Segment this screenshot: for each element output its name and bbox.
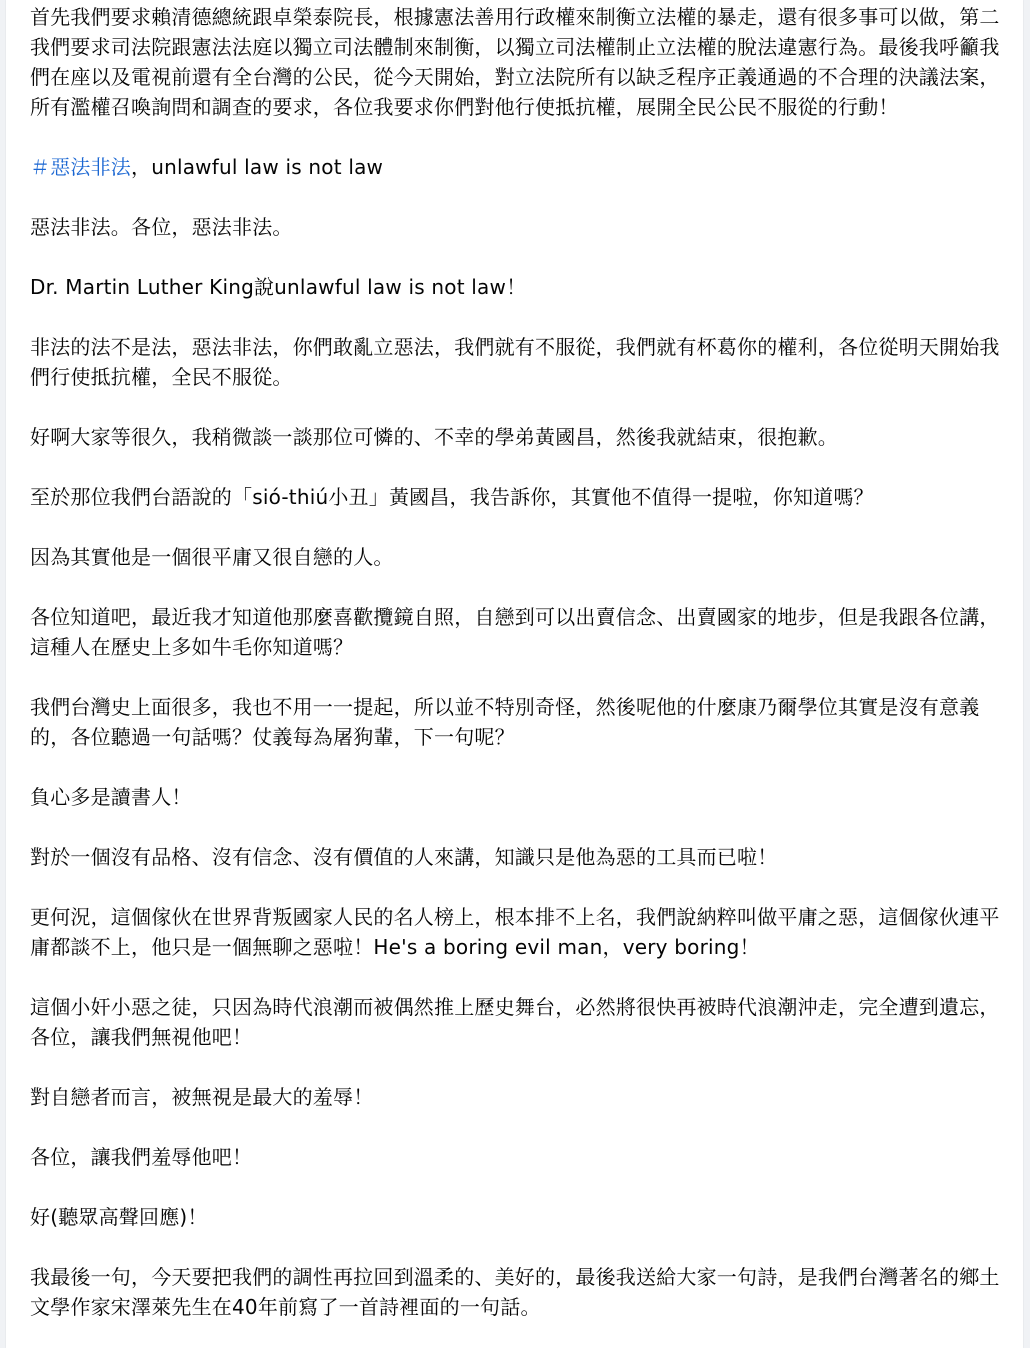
post-card (6, 0, 1023, 1348)
post-paragraph: 我最後一句，今天要把我們的調性再拉回到溫柔的、美好的，最後我送給大家一句詩，是我們台灣著名的鄉土文學作家宋澤萊先生在40年前寫了一首詩裡面的一句話。 (30, 1265, 1000, 1319)
post-paragraph: 惡法非法。各位，惡法非法。 (30, 215, 293, 239)
hashtag-link[interactable]: ＃惡法非法 (30, 155, 131, 179)
post-paragraph: 各位，讓我們羞辱他吧！ (30, 1145, 253, 1169)
post-paragraph-hashtag (30, 152, 1003, 182)
post-paragraph: 好啊大家等很久，我稍微談一談那位可憐的、不幸的學弟黃國昌，然後我就結束，很抱歉。 (30, 425, 838, 449)
post-paragraph: 好(聽眾高聲回應)！ (30, 1205, 208, 1229)
post-paragraph: Dr. Martin Luther King說unlawful law is not law！ (30, 275, 527, 299)
post-paragraph: 各位知道吧，最近我才知道他那麼喜歡攬鏡自照，自戀到可以出賣信念、出賣國家的地步，但是我跟各位講，這種人在歷史上多如牛毛你知道嗎？ (30, 605, 1000, 659)
post-paragraph: 對自戀者而言，被無視是最大的羞辱！ (30, 1085, 374, 1109)
post-paragraph: 因為其實他是一個很平庸又很自戀的人。 (30, 545, 394, 569)
post-body (6, 0, 1023, 1322)
hashtag-trailing-text: ，unlawful law is not law (131, 155, 384, 179)
post-paragraph: 首先我們要求賴清德總統跟卓榮泰院長，根據憲法善用行政權來制衡立法權的暴走，還有很多事可以做，第二我們要求司法院跟憲法法庭以獨立司法體制來制衡，以獨立司法權制止立法權的脫法違憲行為。最後我呼籲我們在座以及電視前還有全台灣的公民，從今天開始，對立法院所有以缺乏程序正義通過的不合理的決議法案，所有濫權召喚詢問和調查的要求，各位我要求你們對他行使抵抗權，展開全民公民不服從的行動！ (30, 5, 1000, 119)
post-paragraph: 至於那位我們台語說的「sió-thiú小丑」黃國昌，我告訴你，其實他不值得一提啦，你知道嗎？ (30, 485, 874, 509)
post-paragraph: 負心多是讀書人！ (30, 785, 192, 809)
post-paragraph: 對於一個沒有品格、沒有信念、沒有價值的人來講，知識只是他為惡的工具而已啦！ (30, 845, 778, 869)
post-paragraph: 這個小奸小惡之徒，只因為時代浪潮而被偶然推上歷史舞台，必然將很快再被時代浪潮沖走，完全遭到遺忘，各位，讓我們無視他吧！ (30, 995, 1000, 1049)
post-paragraph: 非法的法不是法，惡法非法，你們敢亂立惡法，我們就有不服從，我們就有杯葛你的權利，各位從明天開始我們行使抵抗權，全民不服從。 (30, 335, 1000, 389)
post-paragraph: 更何況，這個傢伙在世界背叛國家人民的名人榜上，根本排不上名，我們說納粹叫做平庸之惡，這個傢伙連平庸都談不上，他只是一個無聊之惡啦！He's a boring evil man，very boring！ (30, 905, 1000, 959)
post-paragraph: 我們台灣史上面很多，我也不用一一提起，所以並不特別奇怪，然後呢他的什麼康乃爾學位其實是沒有意義的，各位聽過一句話嗎？仗義每為屠狗輩，下一句呢？ (30, 695, 980, 749)
